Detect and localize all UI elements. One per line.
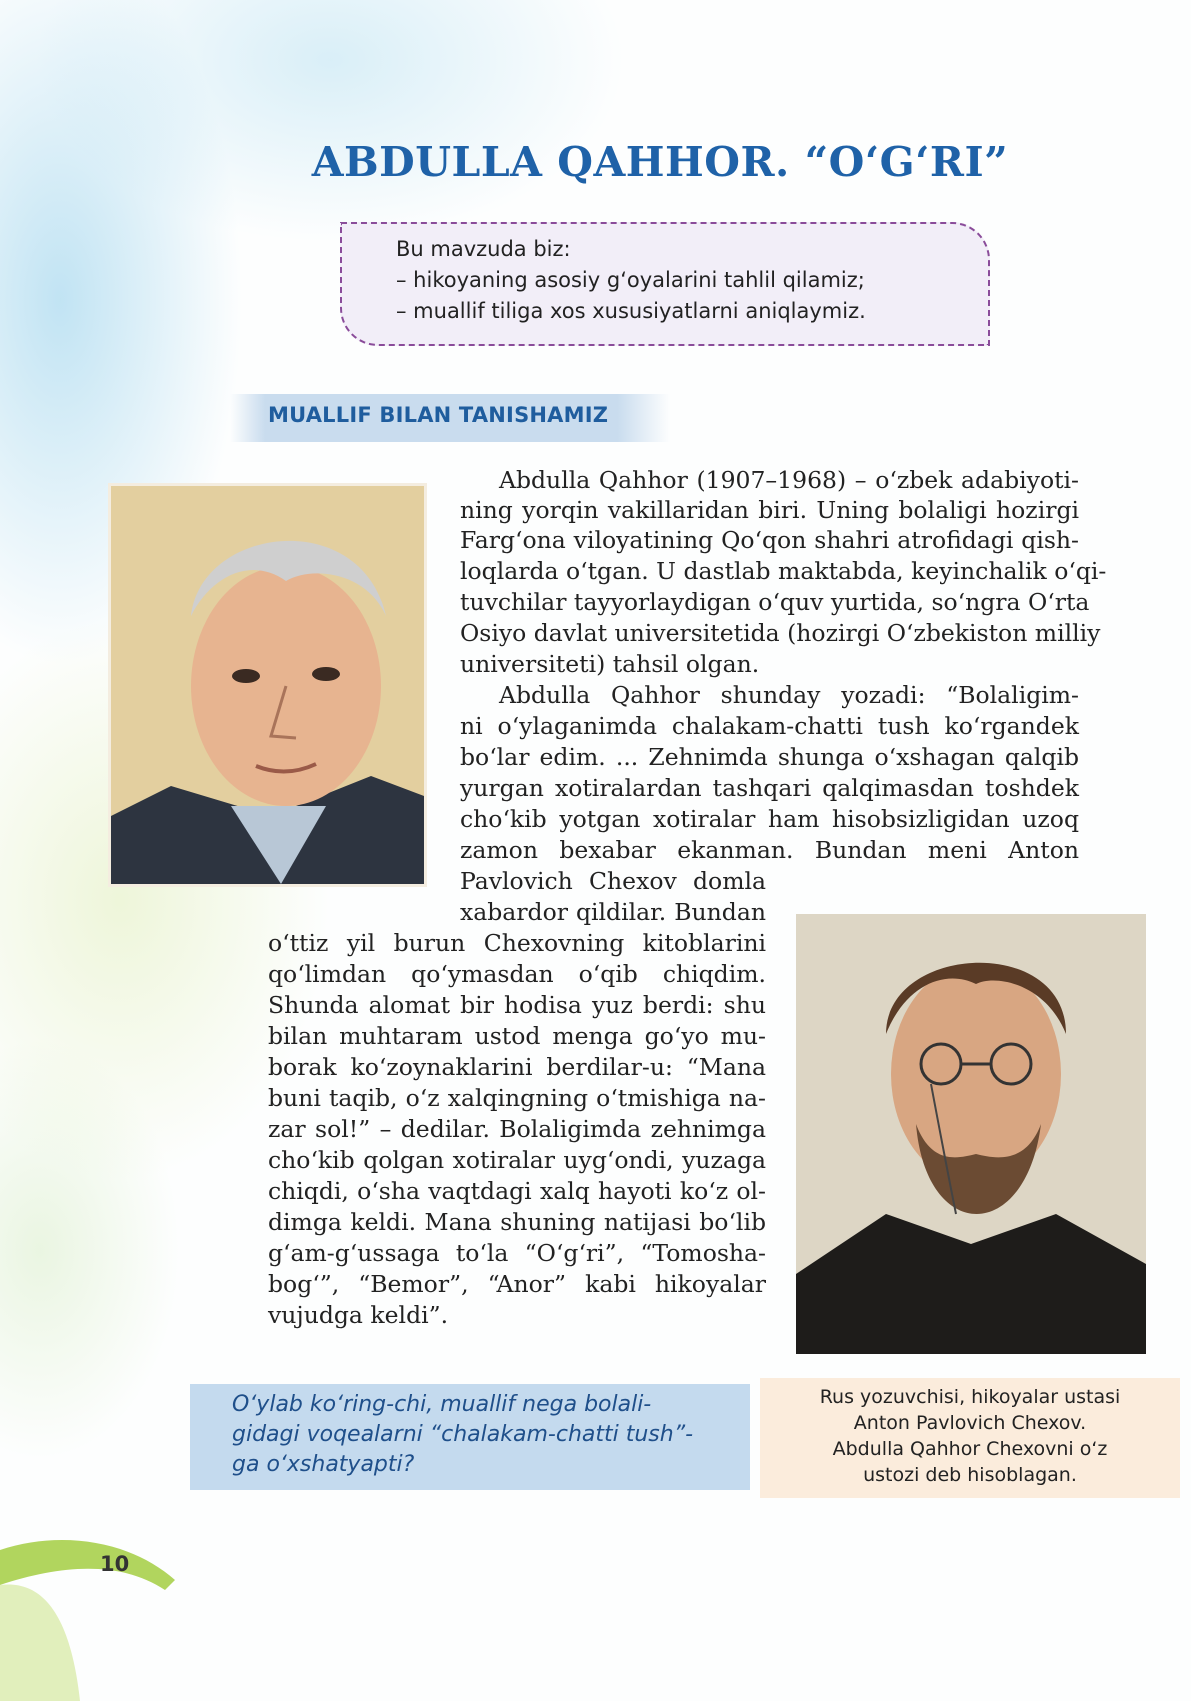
body-line: loqlarda o‘tgan. U dastlab maktabda, keyinchalik o‘qi- [460,557,1107,585]
body-line: g‘am-g‘ussaga to‘la “O‘g‘ri”, “Tomosha- [268,1239,766,1267]
goal-item: – muallif tiliga xos xususiyatlarni aniqlaymiz. [396,299,866,323]
body-line: ning yorqin vakillaridan biri. Uning bolaligi hozirgi [460,496,1079,524]
body-line: borak ko‘zoynaklarini berdilar-u: “Mana [268,1053,766,1081]
body-line: buni taqib, o‘z xalqingning o‘tmishiga na- [268,1084,766,1112]
body-line: zar sol!” – dedilar. Bolaligimda zehnimga [268,1115,766,1143]
page-number: 10 [100,1552,130,1576]
body-line: Farg‘ona viloyatining Qo‘qon shahri atrofidagi qish- [460,526,1079,554]
author-portrait [108,483,427,887]
body-line: chiqdi, o‘sha vaqtdagi xalq hayoti ko‘z ol- [268,1177,766,1205]
goal-item: – hikoyaning asosiy g‘oyalarini tahlil qilamiz; [396,268,865,292]
body-line: bo‘lar edim. ... Zehnimda shunga o‘xshagan qalqib [460,743,1079,771]
question-line: gidagi voqealarni “chalakam-chatti tush”- [232,1422,694,1447]
body-line: xabardor qildilar. Bundan [460,898,766,926]
body-line: universiteti) tahsil olgan. [460,650,760,678]
body-line: bilan muhtaram ustod menga go‘yo mu- [268,1022,766,1050]
body-line: Shunda alomat bir hodisa yuz berdi: shu [268,991,766,1019]
body-line: Pavlovich Chexov domla [460,867,766,895]
body-line: qo‘limdan qo‘ymasdan o‘qib chiqdim. [268,960,766,988]
body-line: ni o‘ylaganimda chalakam-chatti tush ko‘rgandek [460,712,1079,740]
body-line: zamon bexabar ekanman. Bundan meni Anton [460,836,1079,864]
question-line: ga o‘xshatyapti? [232,1452,415,1477]
chekhov-portrait [796,914,1146,1354]
lesson-goals-box [340,222,990,346]
body-line: cho‘kib qolgan xotiralar uyg‘ondi, yuzaga [268,1146,766,1174]
body-line: dimga keldi. Mana shuning natijasi bo‘lib [268,1208,766,1236]
body-line: Abdulla Qahhor shunday yozadi: “Bolaligim- [499,681,1079,709]
goals-intro: Bu mavzuda biz: [396,237,571,261]
body-line: Osiyo davlat universitetida (hozirgi O‘zbekiston milliy [460,619,1101,647]
body-line: Abdulla Qahhor (1907–1968) – o‘zbek adabiyoti- [499,466,1079,494]
question-line: O‘ylab ko‘ring-chi, muallif nega bolali- [232,1392,652,1417]
caption-line: Abdulla Qahhor Chexovni o‘z [832,1438,1108,1460]
decorative-swoosh [0,1510,180,1701]
section-heading: MUALLIF BILAN TANISHAMIZ [230,394,670,442]
body-line: vujudga keldi”. [268,1301,449,1329]
page-title: ABDULLA QAHHOR. “O‘G‘RI” [311,138,1009,186]
body-line: yurgan xotiralardan tashqari qalqimasdan toshdek [460,774,1079,802]
body-line: cho‘kib yotgan xotiralar ham hisobsizligidan uzoq [460,805,1079,833]
body-line: bog‘”, “Bemor”, “Anor” kabi hikoyalar [268,1270,766,1298]
body-line: o‘ttiz yil burun Chexovning kitoblarini [268,929,766,957]
caption-line: Anton Pavlovich Chexov. [853,1412,1087,1434]
body-line: tuvchilar tayyorlaydigan o‘quv yurtida, so‘ngra O‘rta [460,588,1090,616]
caption-line: ustozi deb hisoblagan. [863,1464,1077,1486]
reflection-question-box [190,1384,750,1490]
caption-line: Rus yozuvchisi, hikoyalar ustasi [819,1386,1121,1408]
chekhov-caption [760,1378,1180,1498]
